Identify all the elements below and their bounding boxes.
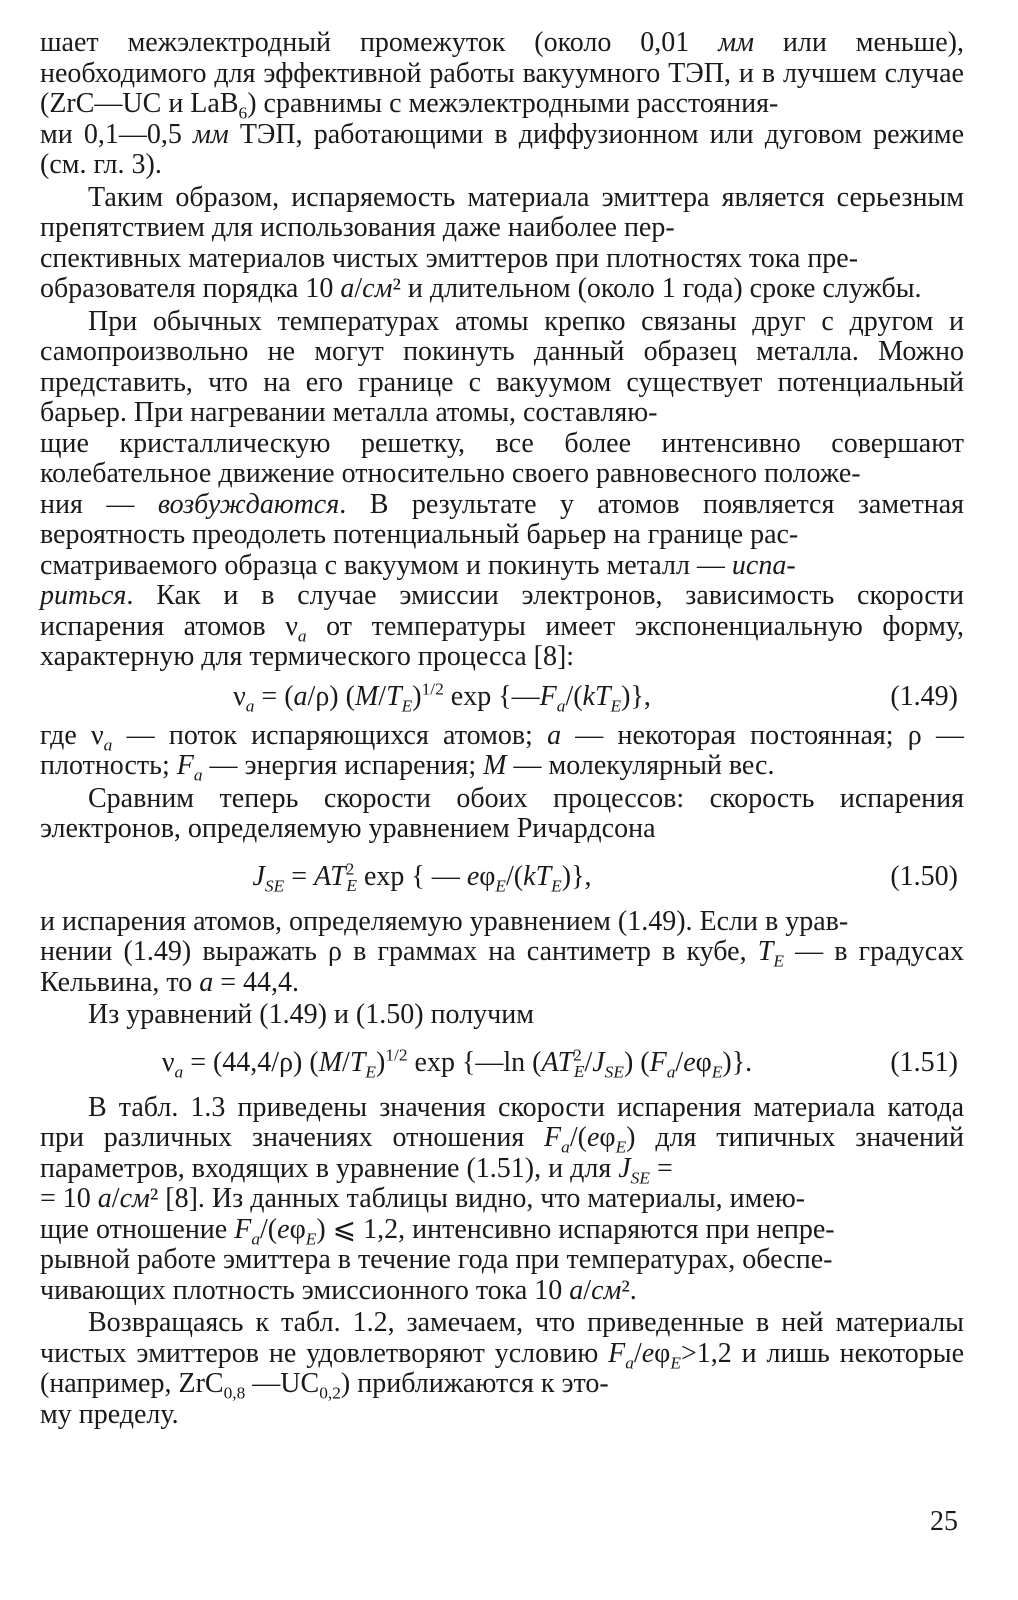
paragraph-5: Сравним теперь скорости обоих процессов: скорость испарения электронов, определяемую уравнением Ричардсона xyxy=(40,782,964,844)
paragraph-6: и испарения атомов, определяемую уравнением (1.49). Если в урав- нении (1.49) выражать ρ в граммах на сантиметр в кубе, $T_E$ — в градусах Кельвина, то a = 44,4. xyxy=(40,905,964,998)
paragraph-7: Из уравнений (1.49) и (1.50) получим xyxy=(88,999,534,1030)
page-number: 25 xyxy=(930,1506,958,1537)
paragraph-4: где $\nu_a$ — поток испаряющихся атомов; a — некоторая постоянная; ρ — плотность; $F_a$ — энергия испарения; M — молекулярный вес. xyxy=(40,719,964,785)
paragraph-1: шает межэлектродный промежуток (около 0,01 мм или меньше), необходимого для эффективной работы вакуумного ТЭП, и в лучшем случае (ZrC—UC и LaB$_6$) сравнимы с межэлектродными расстояния- ми 0,1—0,5 мм ТЭП, работающими в диффузионном или дуговом режиме (см. гл. 3). xyxy=(40,27,965,180)
equation-1-50: $J_{SE} = AT^2_E$ exp { — $e\varphi_E/(kT_E)$}, (1.50) xyxy=(40,855,964,899)
page-body xyxy=(40,28,964,1430)
equation-1-49: $\nu_a = (a/\rho)$ $(M/T_E)^{1/2}$ $\exp \{—F_a/(kT_E)\}$, (1.49) xyxy=(40,675,964,719)
equation-number: (1.51) xyxy=(890,1046,958,1078)
paragraph-3: При обычных температурах атомы крепко связаны друг с другом и самопроизвольно не могут покинуть данный образец металла. Можно представить, что на его границе с вакуумом существует потенциальный барьер. При нагревании металла атомы, составляю- щие кристаллическую решетку, все более интенсивно совершают колебательное движение относительно своего равновесного положе- ния — возбуждаются. В результате у атомов появляется заметная вероятность преодолеть потенциальный барьер на границе рас- сматриваемого образца с вакуумом и покинуть металл — испа- риться. Как и в случае эмиссии электронов, зависимость скорости испарения атомов $\nu_a$ от температуры имеет экспоненциальную форму, характерную для термического процесса [8]: xyxy=(40,305,964,672)
paragraph-9: Возвращаясь к табл. 1.2, замечаем, что приведенные в ней материалы чистых эмиттеров не удовлетворяют условию $F_a/e\varphi_E>1,2$ и лишь некоторые (например, ZrC$_{0,8}$ $—UC_{0,2}$) приближаются к это- му пределу. xyxy=(40,1307,964,1430)
equation-1-51: $\nu_a = (44,4/\rho)$ $(M/T_E)^{1/2}$ exp {—ln $(AT^2_E/J_{SE})$ $(F_a/e\varphi_E)$}. (1.51) xyxy=(40,1041,964,1085)
paragraph-2: Таким образом, испаряемость материала эмиттера является серьезным препятствием для использования даже наиболее пер- спективных материалов чистых эмиттеров при плотностях тока пре- образователя порядка 10 а/см² и длительном (около 1 года) сроке службы. xyxy=(40,181,964,304)
equation-number: (1.49) xyxy=(890,680,958,712)
paragraph-8: В табл. 1.3 приведены значения скорости испарения материала катода при различных значениях отношения $F_a/(e\varphi_E)$ для типичных значений параметров, входящих в уравнение (1.51), и для $J_{SE}$ = = 10 а/см² [8]. Из данных таблицы видно, что материалы, имею- щие отношение $F_a/(e\varphi_E)$ ⩽ 1,2, интенсивно испаряются при непре- рывной работе эмиттера в течение года при температурах, обеспе- чивающих плотность эмиссионного тока 10 а/см². xyxy=(40,1091,964,1306)
equation-number: (1.50) xyxy=(890,860,958,892)
